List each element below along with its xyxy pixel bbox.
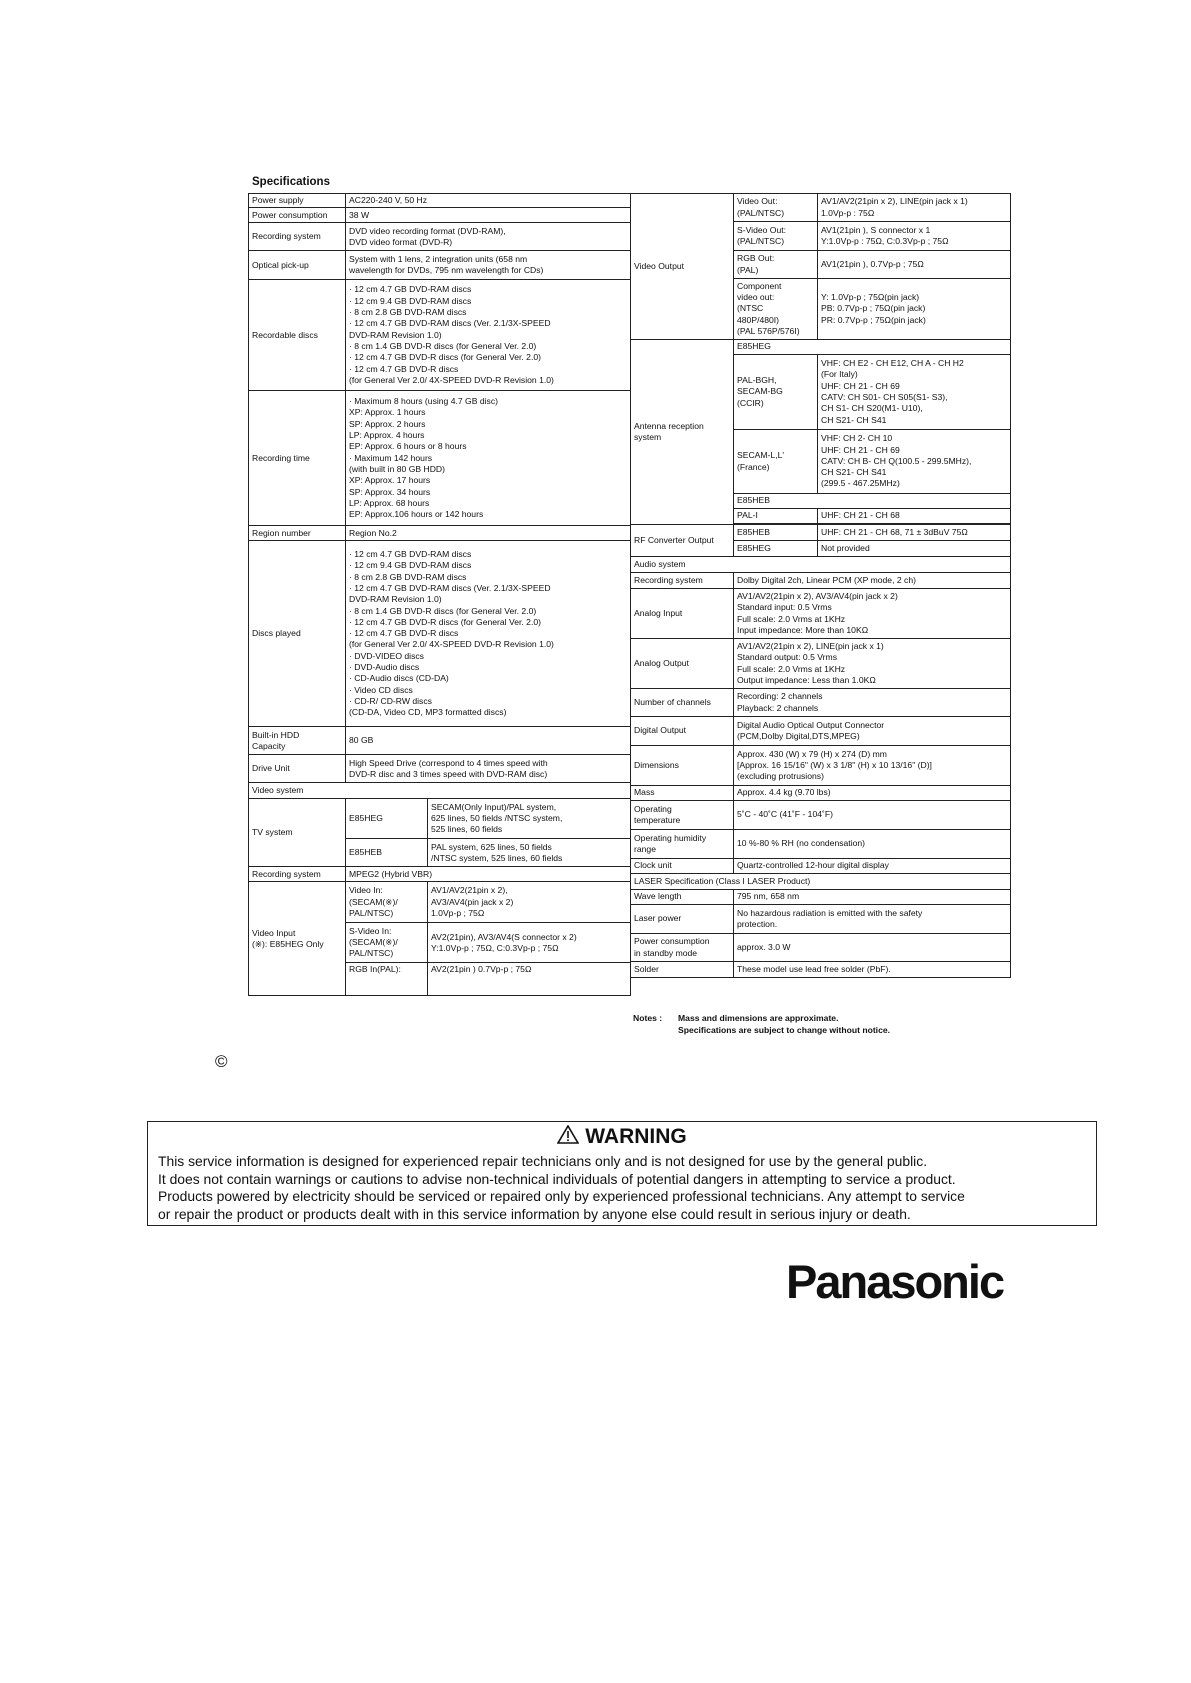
laser-power-label: Laser power (631, 905, 734, 934)
wave-length-label: Wave length (631, 890, 734, 905)
tv-e85heg-label: E85HEG (346, 799, 428, 839)
tv-e85heb-value: PAL system, 625 lines, 50 fields /NTSC system, 525 lines, 60 fields (428, 839, 631, 867)
video-in-value: AV1/AV2(21pin x 2), AV3/AV4(pin jack x 2) 1.0Vp-p ; 75Ω (428, 882, 631, 923)
recording-system-value: DVD video recording format (DVD-RAM), DVD video format (DVD-R) (346, 223, 631, 251)
analog-input-value: AV1/AV2(21pin x 2), AV3/AV4(pin jack x 2) Standard input: 0.5 Vrms Full scale: 2.0 Vrms at 1KHz Input impedance: More than 10KΩ (734, 589, 1011, 639)
warning-triangle-icon (557, 1125, 579, 1150)
clock-value: Quartz-controlled 12-hour digital display (734, 859, 1011, 874)
svideo-in-label: S-Video In: (SECAM(※)/ PAL/NTSC) (346, 923, 428, 963)
region-number-label: Region number (249, 526, 346, 541)
audio-system-header: Audio system (631, 557, 1011, 573)
component-value: Y: 1.0Vp-p ; 75Ω(pin jack) PB: 0.7Vp-p ; 75Ω(pin jack) PR: 0.7Vp-p ; 75Ω(pin jack) (818, 279, 1011, 340)
warning-line-3: Products powered by electricity should be serviced or repaired only by experienced professional technicians. Any attempt to service (158, 1188, 965, 1204)
power-supply-value: AC220-240 V, 50 Hz (346, 194, 631, 208)
analog-output-value: AV1/AV2(21pin x 2), LINE(pin jack x 1) Standard output: 0.5 Vrms Full scale: 2.0 Vrms at 1KHz Output impedance: Less than 1.0KΩ (734, 639, 1011, 689)
antenna-e85heg-header: E85HEG (734, 340, 1011, 355)
svideo-in-value: AV2(21pin), AV3/AV4(S connector x 2) Y:1.0Vp-p ; 75Ω, C:0.3Vp-p ; 75Ω (428, 923, 631, 963)
digital-output-label: Digital Output (631, 717, 734, 746)
video-out-value: AV1/AV2(21pin x 2), LINE(pin jack x 1) 1.0Vp-p : 75Ω (818, 194, 1011, 222)
video-input-label: Video Input (※): E85HEG Only (249, 882, 346, 996)
page-title: Specifications (252, 176, 330, 188)
drive-unit-label: Drive Unit (249, 755, 346, 783)
wave-length-value: 795 nm, 658 nm (734, 890, 1011, 905)
video-output-label: Video Output (631, 194, 734, 340)
clock-label: Clock unit (631, 859, 734, 874)
hdd-value: 80 GB (346, 727, 631, 755)
channels-label: Number of channels (631, 689, 734, 717)
antenna-label: Antenna reception system (631, 340, 734, 525)
region-number-value: Region No.2 (346, 526, 631, 541)
rgb-out-label: RGB Out: (PAL) (734, 251, 818, 279)
laser-power-value: No hazardous radiation is emitted with the safety protection. (734, 905, 1011, 934)
svideo-out-label: S-Video Out: (PAL/NTSC) (734, 222, 818, 251)
discs-played-value: · 12 cm 4.7 GB DVD-RAM discs · 12 cm 9.4 GB DVD-RAM discs · 8 cm 2.8 GB DVD-RAM discs · 12 cm 4.7 GB DVD-RAM discs (Ver. 2.1/3X-SPEED DVD-RAM Revision 1.0) · 8 cm 1.4 GB DVD-R discs (for General Ver. 2.0) · 12 cm 4.7 GB DVD-R discs (for General Ver. 2.0) · 12 cm 4.7 GB DVD-R discs (for General Ver 2.0/ 4X-SPEED DVD-R Revision 1.0) · DVD-VIDEO discs · DVD-Audio discs · CD-Audio discs (CD-DA) · Video CD discs · CD-R/ CD-RW discs (CD-DA, Video CD, MP3 formatted discs) (346, 541, 631, 727)
op-humidity-value: 10 %-80 % RH (no condensation) (734, 830, 1011, 859)
warning-title: WARNING (585, 1125, 687, 1148)
mass-value: Approx. 4.4 kg (9.70 lbs) (734, 786, 1011, 801)
op-temp-value: 5˚C - 40˚C (41˚F - 104˚F) (734, 801, 1011, 830)
video-recording-system-label: Recording system (249, 867, 346, 882)
audio-recording-value: Dolby Digital 2ch, Linear PCM (XP mode, 2 ch) (734, 573, 1011, 589)
notes-line-1: Mass and dimensions are approximate. (678, 1013, 839, 1023)
panasonic-logo: Panasonic (786, 1255, 1004, 1308)
video-out-label: Video Out: (PAL/NTSC) (734, 194, 818, 222)
svideo-out-value: AV1(21pin ), S connector x 1 Y:1.0Vp-p : 75Ω, C:0.3Vp-p ; 75Ω (818, 222, 1011, 251)
notes-text (678, 1012, 998, 1036)
warning-line-2: It does not contain warnings or cautions to advise non-technical individuals of potential dangers in attempting to service a product. (158, 1170, 956, 1187)
spec-table-right (630, 193, 1011, 978)
channels-value: Recording: 2 channels Playback: 2 channels (734, 689, 1011, 717)
warning-line-1: This service information is designed for experienced repair technicians only and is not designed for use by the general public. (158, 1153, 928, 1169)
discs-played-label: Discs played (249, 541, 346, 727)
notes-line-2: Specifications are subject to change without notice. (678, 1025, 891, 1035)
hdd-label: Built-in HDD Capacity (249, 727, 346, 755)
rgb-in-value: AV2(21pin ) 0.7Vp-p ; 75Ω (428, 963, 631, 996)
standby-label: Power consumption in standby mode (631, 934, 734, 962)
pal-bgh-value: VHF: CH E2 - CH E12, CH A - CH H2 (For Italy) UHF: CH 21 - CH 69 CATV: CH S01- CH S05(S1- S3), CH S1- CH S20(M1- U10), CH S21- CH S41 (818, 355, 1011, 430)
copyright-mark: © (215, 1052, 228, 1071)
rf-e85heg-label: E85HEG (734, 541, 818, 557)
tv-e85heg-value: SECAM(Only Input)/PAL system, 625 lines, 50 fields /NTSC system, 525 lines, 60 fields (428, 799, 631, 839)
rf-converter-label: RF Converter Output (631, 525, 734, 557)
secam-value: VHF: CH 2- CH 10 UHF: CH 21 - CH 69 CATV: CH B- CH Q(100.5 - 299.5MHz), CH S21- CH S41 (299.5 - 467.25MHz) (818, 430, 1011, 494)
power-consumption-value: 38 W (346, 208, 631, 223)
recording-time-label: Recording time (249, 391, 346, 526)
notes-key: Notes : (633, 1013, 663, 1023)
analog-output-label: Analog Output (631, 639, 734, 689)
secam-label: SECAM-L,L' (France) (734, 430, 818, 494)
video-in-label: Video In: (SECAM(※)/ PAL/NTSC) (346, 882, 428, 923)
antenna-e85heb-header: E85HEB (734, 494, 1011, 509)
rgb-in-label: RGB In(PAL): (346, 963, 428, 996)
pal-i-label: PAL-I (734, 509, 818, 524)
tv-e85heb-label: E85HEB (346, 839, 428, 867)
rf-e85heb-value: UHF: CH 21 - CH 68, 71 ± 3dBuV 75Ω (818, 525, 1011, 541)
tv-system-label: TV system (249, 799, 346, 867)
warning-line-4: or repair the product or products dealt with in this service information by anyone else could result in serious injury or death. (158, 1205, 911, 1222)
rf-e85heb-label: E85HEB (734, 525, 818, 541)
pal-i-value: UHF: CH 21 - CH 68 (818, 509, 1011, 524)
rgb-out-value: AV1(21pin ), 0.7Vp-p ; 75Ω (818, 251, 1011, 279)
warning-heading (148, 1125, 1096, 1150)
video-recording-system-value: MPEG2 (Hybrid VBR) (346, 867, 631, 882)
recording-system-label: Recording system (249, 223, 346, 251)
optical-pickup-value: System with 1 lens, 2 integration units (658 nm wavelength for DVDs, 795 nm wavelength for CDs) (346, 251, 631, 280)
component-label: Component video out: (NTSC 480P/480I) (PAL 576P/576I) (734, 279, 818, 340)
solder-value: These model use lead free solder (PbF). (734, 962, 1011, 978)
optical-pickup-label: Optical pick-up (249, 251, 346, 280)
drive-unit-value: High Speed Drive (correspond to 4 times speed with DVD-R disc and 3 times speed with DVD-RAM disc) (346, 755, 631, 783)
op-humidity-label: Operating humidity range (631, 830, 734, 859)
rf-e85heg-value: Not provided (818, 541, 1011, 557)
spec-table-left (248, 193, 631, 996)
digital-output-value: Digital Audio Optical Output Connector (PCM,Dolby Digital,DTS,MPEG) (734, 717, 1011, 746)
recordable-discs-value: · 12 cm 4.7 GB DVD-RAM discs · 12 cm 9.4 GB DVD-RAM discs · 8 cm 2.8 GB DVD-RAM discs · 12 cm 4.7 GB DVD-RAM discs (Ver. 2.1/3X-SPEED DVD-RAM Revision 1.0) · 8 cm 1.4 GB DVD-R discs (for General Ver. 2.0) · 12 cm 4.7 GB DVD-R discs (for General Ver. 2.0) · 12 cm 4.7 GB DVD-R discs (for General Ver 2.0/ 4X-SPEED DVD-R Revision 1.0) (346, 280, 631, 391)
mass-label: Mass (631, 786, 734, 801)
power-supply-label: Power supply (249, 194, 346, 208)
laser-spec-header: LASER Specification (Class I LASER Product) (631, 874, 1011, 890)
warning-body (158, 1153, 1093, 1223)
warning-box (147, 1121, 1097, 1226)
video-system-header: Video system (249, 783, 631, 799)
pal-bgh-label: PAL-BGH, SECAM-BG (CCIR) (734, 355, 818, 430)
op-temp-label: Operating temperature (631, 801, 734, 830)
recordable-discs-label: Recordable discs (249, 280, 346, 391)
solder-label: Solder (631, 962, 734, 978)
dimensions-value: Approx. 430 (W) x 79 (H) x 274 (D) mm [Approx. 16 15/16" (W) x 3 1/8" (H) x 10 13/16" (D)] (excluding protrusions) (734, 746, 1011, 786)
analog-input-label: Analog Input (631, 589, 734, 639)
power-consumption-label: Power consumption (249, 208, 346, 223)
recording-time-value: · Maximum 8 hours (using 4.7 GB disc) XP: Approx. 1 hours SP: Approx. 2 hours LP: Approx. 4 hours EP: Approx. 6 hours or 8 hours · Maximum 142 hours (with built in 80 GB HDD) XP: Approx. 17 hours SP: Approx. 34 hours LP: Approx. 68 hours EP: Approx.106 hours or 142 hours (346, 391, 631, 526)
standby-value: approx. 3.0 W (734, 934, 1011, 962)
dimensions-label: Dimensions (631, 746, 734, 786)
audio-recording-label: Recording system (631, 573, 734, 589)
